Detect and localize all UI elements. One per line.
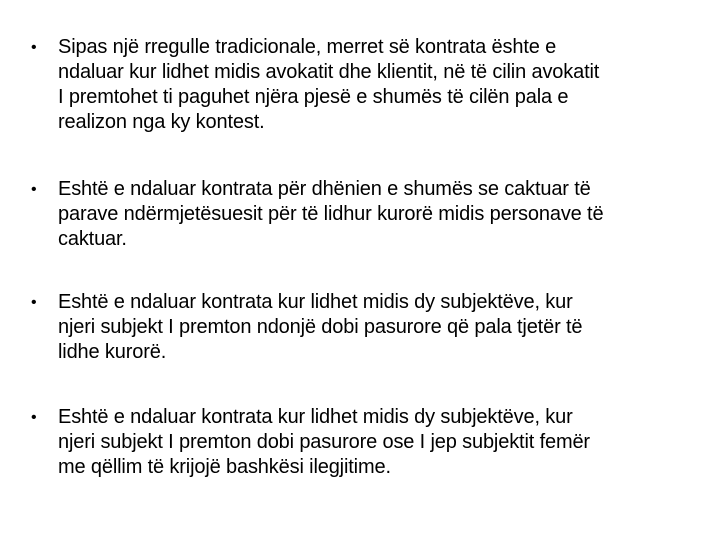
bullet-text-line: ndaluar kur lidhet midis avokatit dhe klientit, në të cilin avokatit [58,61,600,83]
bullet-text-line: njeri subjekt I premton dobi pasurore ose I jep subjektit femër [58,431,590,453]
bullet-dot-icon: • [31,181,37,198]
bullet-text-line: parave ndërmjetësuesit për të lidhur kurorë midis personave të [58,203,604,225]
bullet-text-line: Sipas një rregulle tradicionale, merret së kontrata ështe e [58,36,557,58]
bullet-text-line: lidhe kurorë. [58,341,167,363]
bullet-text-line: njeri subjekt I premton ndonjë dobi pasurore që pala tjetër të [58,316,583,338]
bullet-text-line: me qëllim të krijojë bashkësi ilegjitime. [58,456,391,478]
bullet-item [30,35,700,135]
bullet-text-line: Eshtë e ndaluar kontrata kur lidhet midis dy subjektëve, kur [58,291,573,313]
bullet-dot-icon: • [31,409,37,426]
bullet-item [30,405,700,480]
bullet-text-line: Eshtë e ndaluar kontrata për dhënien e shumës se caktuar të [58,178,591,200]
bullet-dot-icon: • [31,39,37,56]
bullet-text-line: I premtohet ti paguhet njëra pjesë e shumës të cilën pala e [58,86,569,108]
bullet-item [30,177,700,252]
bullet-text-line: caktuar. [58,228,127,250]
bullet-text-line: realizon nga ky kontest. [58,111,265,133]
bullet-text-line: Eshtë e ndaluar kontrata kur lidhet midis dy subjektëve, kur [58,406,573,428]
bullet-item [30,290,700,365]
bullet-dot-icon: • [31,294,37,311]
